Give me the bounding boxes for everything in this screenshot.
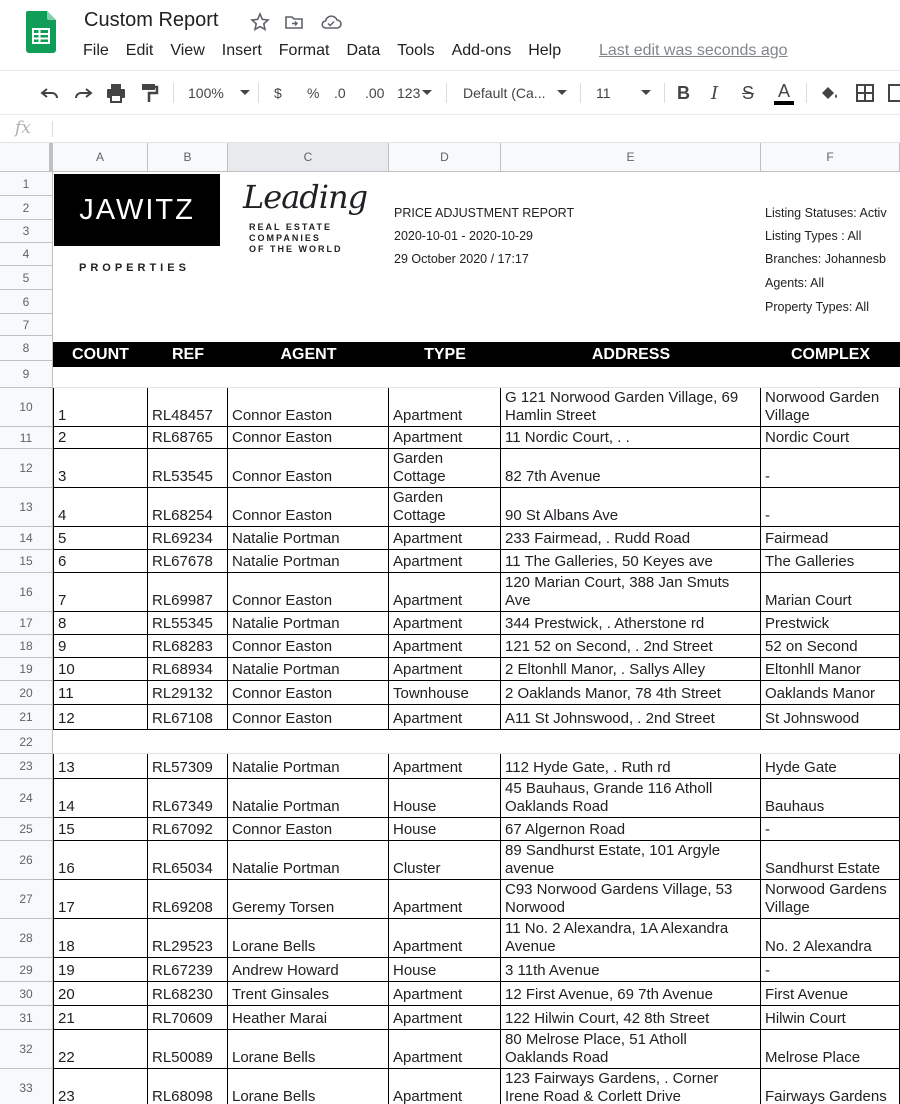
currency-button[interactable]: $	[274, 85, 282, 101]
table-cell-address[interactable]: 11 Nordic Court, . .	[501, 427, 761, 449]
leading-logo-line: COMPANIES	[249, 233, 321, 243]
table-cell-type[interactable]: Apartment	[389, 527, 501, 550]
row-header[interactable]: 2	[0, 196, 52, 220]
table-cell-complex[interactable]: Sandhurst Estate	[761, 841, 900, 880]
table-cell-ref[interactable]: RL67239	[148, 958, 228, 982]
jawitz-logo-subtitle: PROPERTIES	[79, 262, 190, 274]
row-header[interactable]: 27	[0, 880, 52, 919]
table-cell-agent[interactable]: Natalie Portman	[228, 841, 389, 880]
table-cell-agent[interactable]: Natalie Portman	[228, 754, 389, 779]
table-header-ref: REF	[148, 342, 228, 367]
table-cell-type[interactable]: Garden Cottage	[389, 488, 501, 527]
row-headers	[0, 172, 53, 1104]
table-cell-address[interactable]: 121 52 on Second, . 2nd Street	[501, 635, 761, 658]
table-cell-agent[interactable]: Natalie Portman	[228, 612, 389, 635]
table-cell-agent[interactable]: Connor Easton	[228, 681, 389, 705]
table-cell-address[interactable]: C93 Norwood Gardens Village, 53 Norwood	[501, 880, 761, 919]
leading-logo: Leading	[243, 178, 368, 216]
report-generated: 29 October 2020 / 17:17	[394, 252, 529, 266]
table-cell-type[interactable]: Apartment	[389, 1030, 501, 1069]
table-cell-count[interactable]: 2	[53, 427, 148, 449]
font-size-select[interactable]	[596, 71, 651, 115]
table-cell-agent[interactable]: Connor Easton	[228, 488, 389, 527]
table-cell-type[interactable]: Apartment	[389, 982, 501, 1006]
table-cell-address[interactable]: 344 Prestwick, . Atherstone rd	[501, 612, 761, 635]
table-header-type: TYPE	[389, 342, 501, 367]
table-cell-agent[interactable]: Connor Easton	[228, 705, 389, 730]
formula-input[interactable]	[60, 115, 890, 142]
borders-icon[interactable]	[855, 71, 875, 115]
sheet-grid[interactable]	[53, 172, 900, 1104]
table-cell-count[interactable]: 14	[53, 779, 148, 818]
menu-bar	[83, 42, 578, 62]
gridline	[53, 387, 900, 388]
fx-icon: fx	[15, 118, 31, 138]
table-header-complex: COMPLEX	[761, 342, 900, 367]
table-cell-type[interactable]: Apartment	[389, 705, 501, 730]
table-cell-complex[interactable]: -	[761, 449, 900, 488]
row-header[interactable]: 8	[0, 336, 52, 361]
table-cell-agent[interactable]: Connor Easton	[228, 635, 389, 658]
toolbar	[0, 70, 900, 115]
row-header[interactable]: 13	[0, 488, 52, 527]
formula-divider	[52, 121, 53, 137]
paint-format-icon[interactable]	[137, 71, 161, 115]
table-cell-count[interactable]: 6	[53, 550, 148, 573]
table-cell-address[interactable]: 2 Eltonhll Manor, . Sallys Alley	[501, 658, 761, 681]
table-cell-count[interactable]: 17	[53, 880, 148, 919]
row-header[interactable]: 3	[0, 220, 52, 243]
toolbar-divider	[806, 83, 807, 103]
column-header-b[interactable]: B	[148, 143, 228, 171]
row-header[interactable]: 18	[0, 635, 52, 658]
table-cell-complex[interactable]: St Johnswood	[761, 705, 900, 730]
zoom-value: 100%	[188, 85, 224, 101]
table-cell-address[interactable]: 11 The Galleries, 50 Keyes ave	[501, 550, 761, 573]
chevron-down-icon	[240, 90, 250, 96]
row-header[interactable]: 1	[0, 172, 52, 196]
table-cell-address[interactable]: 12 First Avenue, 69 7th Avenue	[501, 982, 761, 1006]
table-cell-ref[interactable]: RL68230	[148, 982, 228, 1006]
table-cell-address[interactable]: 90 St Albans Ave	[501, 488, 761, 527]
menu-help[interactable]: Help	[528, 42, 562, 59]
table-cell-ref[interactable]: RL57309	[148, 754, 228, 779]
row-header[interactable]: 21	[0, 705, 52, 730]
table-cell-agent[interactable]: Trent Ginsales	[228, 982, 389, 1006]
table-cell-address[interactable]: 123 Fairways Gardens, . Corner Irene Road & Corlett Drive	[501, 1069, 761, 1104]
menu-insert[interactable]: Insert	[221, 42, 262, 59]
table-cell-address[interactable]: 120 Marian Court, 388 Jan Smuts Ave	[501, 573, 761, 612]
table-cell-ref[interactable]: RL67678	[148, 550, 228, 573]
decrease-decimal-button[interactable]: .0	[334, 85, 346, 101]
table-cell-count[interactable]: 20	[53, 982, 148, 1006]
row-header[interactable]: 5	[0, 266, 52, 290]
table-cell-address[interactable]: G 121 Norwood Garden Village, 69 Hamlin Street	[501, 388, 761, 427]
report-filter: Agents: All	[765, 276, 825, 290]
table-cell-complex[interactable]: Hilwin Court	[761, 1006, 900, 1030]
table-cell-count[interactable]: 23	[53, 1069, 148, 1104]
table-cell-complex[interactable]: Bauhaus	[761, 779, 900, 818]
table-cell-count[interactable]: 10	[53, 658, 148, 681]
table-cell-agent[interactable]: Natalie Portman	[228, 658, 389, 681]
table-cell-address[interactable]: 89 Sandhurst Estate, 101 Argyle avenue	[501, 841, 761, 880]
table-cell-type[interactable]: Apartment	[389, 1006, 501, 1030]
menu-addons[interactable]: Add-ons	[451, 42, 512, 59]
table-cell-ref[interactable]: RL68098	[148, 1069, 228, 1104]
table-cell-type[interactable]: Apartment	[389, 919, 501, 958]
table-header-agent: AGENT	[228, 342, 389, 367]
last-edit-link[interactable]: Last edit was seconds ago	[599, 42, 788, 59]
percent-button[interactable]: %	[307, 85, 320, 101]
table-cell-agent[interactable]: Lorane Bells	[228, 1030, 389, 1069]
italic-button[interactable]: I	[711, 82, 719, 104]
row-header[interactable]: 32	[0, 1030, 52, 1069]
text-color-label: A	[777, 80, 790, 101]
report-date-range: 2020-10-01 - 2020-10-29	[394, 229, 533, 243]
table-cell-type[interactable]: Apartment	[389, 573, 501, 612]
table-cell-complex[interactable]: Fairways Gardens	[761, 1069, 900, 1104]
table-cell-count[interactable]: 15	[53, 818, 148, 841]
chevron-down-icon	[641, 90, 651, 96]
table-cell-agent[interactable]: Natalie Portman	[228, 550, 389, 573]
table-cell-agent[interactable]: Connor Easton	[228, 427, 389, 449]
table-cell-type[interactable]: Apartment	[389, 550, 501, 573]
text-color-swatch	[774, 101, 794, 105]
table-cell-ref[interactable]: RL68765	[148, 427, 228, 449]
table-cell-ref[interactable]: RL67108	[148, 705, 228, 730]
row-header[interactable]: 26	[0, 841, 52, 880]
document-title[interactable]: Custom Report	[84, 9, 219, 31]
column-header-e[interactable]: E	[501, 143, 761, 171]
table-cell-count[interactable]: 3	[53, 449, 148, 488]
table-cell-complex[interactable]: Prestwick	[761, 612, 900, 635]
table-cell-address[interactable]: 112 Hyde Gate, . Ruth rd	[501, 754, 761, 779]
row-header[interactable]: 9	[0, 361, 52, 388]
formula-bar	[0, 115, 900, 143]
table-cell-ref[interactable]: RL65034	[148, 841, 228, 880]
bold-button[interactable]: B	[677, 82, 690, 103]
table-cell-complex[interactable]: Hyde Gate	[761, 754, 900, 779]
more-formats-label: 123	[397, 85, 421, 101]
row-header[interactable]: 14	[0, 527, 52, 550]
table-cell-agent[interactable]: Geremy Torsen	[228, 880, 389, 919]
table-cell-count[interactable]: 5	[53, 527, 148, 550]
toolbar-divider	[258, 83, 259, 103]
row-header[interactable]: 12	[0, 449, 52, 488]
table-cell-complex[interactable]: 52 on Second	[761, 635, 900, 658]
table-cell-count[interactable]: 21	[53, 1006, 148, 1030]
table-cell-agent[interactable]: Lorane Bells	[228, 1069, 389, 1104]
table-cell-ref[interactable]: RL53545	[148, 449, 228, 488]
table-cell-type[interactable]: House	[389, 779, 501, 818]
leading-logo-line: REAL ESTATE	[249, 222, 333, 232]
row-header[interactable]: 25	[0, 818, 52, 841]
column-header-c[interactable]: C	[228, 143, 389, 171]
table-cell-address[interactable]: 67 Algernon Road	[501, 818, 761, 841]
table-cell-count[interactable]: 16	[53, 841, 148, 880]
table-cell-complex[interactable]: -	[761, 958, 900, 982]
row-header[interactable]: 10	[0, 388, 52, 427]
report-filter: Property Types: All	[765, 300, 869, 314]
table-cell-ref[interactable]: RL50089	[148, 1030, 228, 1069]
table-cell-complex[interactable]: Melrose Place	[761, 1030, 900, 1069]
toolbar-divider	[446, 83, 447, 103]
row-header[interactable]: 6	[0, 290, 52, 314]
table-cell-agent[interactable]: Andrew Howard	[228, 958, 389, 982]
table-cell-ref[interactable]: RL69987	[148, 573, 228, 612]
table-cell-ref[interactable]: RL68254	[148, 488, 228, 527]
table-cell-ref[interactable]: RL29132	[148, 681, 228, 705]
table-cell-type[interactable]: Apartment	[389, 635, 501, 658]
strikethrough-button[interactable]: S	[742, 82, 755, 103]
row-header[interactable]: 11	[0, 427, 52, 449]
table-cell-ref[interactable]: RL67092	[148, 818, 228, 841]
table-cell-type[interactable]: Townhouse	[389, 681, 501, 705]
table-cell-count[interactable]: 1	[53, 388, 148, 427]
report-filter: Listing Statuses: Activ	[765, 206, 887, 220]
table-cell-ref[interactable]: RL68934	[148, 658, 228, 681]
row-header[interactable]: 16	[0, 573, 52, 612]
table-cell-ref[interactable]: RL67349	[148, 779, 228, 818]
row-header[interactable]: 17	[0, 612, 52, 635]
row-header[interactable]: 31	[0, 1006, 52, 1030]
table-cell-ref[interactable]: RL29523	[148, 919, 228, 958]
report-title: PRICE ADJUSTMENT REPORT	[394, 206, 575, 220]
table-cell-count[interactable]: 7	[53, 573, 148, 612]
table-cell-ref[interactable]: RL48457	[148, 388, 228, 427]
table-cell-type[interactable]: Apartment	[389, 427, 501, 449]
toolbar-divider	[580, 83, 581, 103]
table-cell-complex[interactable]: -	[761, 818, 900, 841]
table-cell-type[interactable]: House	[389, 818, 501, 841]
table-cell-address[interactable]: 80 Melrose Place, 51 Atholl Oaklands Road	[501, 1030, 761, 1069]
menu-edit[interactable]: Edit	[125, 42, 154, 59]
table-cell-count[interactable]: 9	[53, 635, 148, 658]
column-header-d[interactable]: D	[389, 143, 501, 171]
column-header-a[interactable]: A	[53, 143, 148, 171]
table-cell-count[interactable]: 11	[53, 681, 148, 705]
table-cell-agent[interactable]: Connor Easton	[228, 573, 389, 612]
more-formats-select[interactable]	[397, 71, 432, 115]
table-cell-agent[interactable]: Natalie Portman	[228, 527, 389, 550]
move-folder-icon[interactable]	[284, 12, 304, 32]
undo-icon[interactable]	[38, 71, 62, 115]
text-color-button[interactable]	[774, 71, 794, 115]
table-cell-type[interactable]: Apartment	[389, 612, 501, 635]
table-cell-type[interactable]: Garden Cottage	[389, 449, 501, 488]
table-cell-agent[interactable]: Connor Easton	[228, 449, 389, 488]
table-cell-address[interactable]: 11 No. 2 Alexandra, 1A Alexandra Avenue	[501, 919, 761, 958]
menu-data[interactable]: Data	[346, 42, 381, 59]
report-filter: Listing Types : All	[765, 229, 862, 243]
font-value: Default (Ca...	[463, 85, 546, 101]
table-cell-complex[interactable]: The Galleries	[761, 550, 900, 573]
table-cell-type[interactable]: Cluster	[389, 841, 501, 880]
jawitz-logo: JAWITZ	[54, 174, 220, 246]
table-cell-complex[interactable]: Eltonhll Manor	[761, 658, 900, 681]
row-header[interactable]: 30	[0, 982, 52, 1006]
table-cell-type[interactable]: Apartment	[389, 1069, 501, 1104]
menu-file[interactable]: File	[83, 42, 109, 59]
toolbar-divider	[664, 83, 665, 103]
row-header[interactable]: 15	[0, 550, 52, 573]
table-cell-count[interactable]: 4	[53, 488, 148, 527]
report-filter: Branches: Johannesb	[765, 252, 886, 266]
table-cell-complex[interactable]: Oaklands Manor	[761, 681, 900, 705]
font-select[interactable]	[463, 71, 567, 115]
leading-logo-line: OF THE WORLD	[249, 244, 343, 254]
zoom-select[interactable]	[188, 71, 250, 115]
row-header[interactable]: 23	[0, 754, 52, 779]
table-cell-agent[interactable]: Connor Easton	[228, 388, 389, 427]
row-header[interactable]: 19	[0, 658, 52, 681]
table-cell-type[interactable]: Apartment	[389, 658, 501, 681]
row-header[interactable]: 7	[0, 314, 52, 336]
table-cell-count[interactable]: 13	[53, 754, 148, 779]
menu-format[interactable]: Format	[278, 42, 330, 59]
table-cell-complex[interactable]: Norwood Garden Village	[761, 388, 900, 427]
row-header[interactable]: 4	[0, 243, 52, 266]
table-cell-complex[interactable]: Marian Court	[761, 573, 900, 612]
column-header-f[interactable]: F	[761, 143, 900, 171]
sheets-logo-icon[interactable]	[26, 11, 56, 53]
redo-icon[interactable]	[71, 71, 95, 115]
row-header[interactable]: 29	[0, 958, 52, 982]
chevron-down-icon	[422, 90, 432, 96]
table-cell-complex[interactable]: -	[761, 488, 900, 527]
table-cell-type[interactable]: Apartment	[389, 388, 501, 427]
row-header[interactable]: 28	[0, 919, 52, 958]
table-cell-count[interactable]: 8	[53, 612, 148, 635]
chevron-down-icon	[557, 90, 567, 96]
increase-decimal-button[interactable]: .00	[365, 85, 385, 101]
table-cell-complex[interactable]: First Avenue	[761, 982, 900, 1006]
table-cell-ref[interactable]: RL69234	[148, 527, 228, 550]
table-cell-address[interactable]: 82 7th Avenue	[501, 449, 761, 488]
table-cell-ref[interactable]: RL69208	[148, 880, 228, 919]
table-cell-address[interactable]: 233 Fairmead, . Rudd Road	[501, 527, 761, 550]
merge-cells-icon[interactable]	[888, 71, 900, 115]
table-cell-type[interactable]: Apartment	[389, 754, 501, 779]
table-cell-count[interactable]: 19	[53, 958, 148, 982]
table-cell-complex[interactable]: Nordic Court	[761, 427, 900, 449]
table-cell-type[interactable]: House	[389, 958, 501, 982]
table-cell-agent[interactable]: Lorane Bells	[228, 919, 389, 958]
gridline	[53, 753, 900, 754]
table-cell-address[interactable]: 2 Oaklands Manor, 78 4th Street	[501, 681, 761, 705]
row-header[interactable]: 33	[0, 1069, 52, 1104]
table-cell-complex[interactable]: No. 2 Alexandra	[761, 919, 900, 958]
row-header[interactable]: 20	[0, 681, 52, 705]
table-cell-complex[interactable]: Fairmead	[761, 527, 900, 550]
column-headers	[0, 143, 900, 172]
table-cell-count[interactable]: 22	[53, 1030, 148, 1069]
table-header-count: COUNT	[53, 342, 148, 367]
table-cell-agent[interactable]: Natalie Portman	[228, 779, 389, 818]
table-cell-agent[interactable]: Connor Easton	[228, 818, 389, 841]
table-cell-agent[interactable]: Heather Marai	[228, 1006, 389, 1030]
table-cell-type[interactable]: Apartment	[389, 880, 501, 919]
select-all-corner[interactable]	[0, 143, 53, 171]
menu-tools[interactable]: Tools	[397, 42, 435, 59]
font-size-value: 11	[596, 85, 611, 101]
table-cell-count[interactable]: 18	[53, 919, 148, 958]
table-cell-address[interactable]: A11 St Johnswood, . 2nd Street	[501, 705, 761, 730]
table-cell-ref[interactable]: RL68283	[148, 635, 228, 658]
title-bar	[0, 0, 900, 70]
table-header-address: ADDRESS	[501, 342, 761, 367]
row-header[interactable]: 22	[0, 730, 52, 754]
cloud-status-icon[interactable]	[320, 12, 340, 32]
star-icon[interactable]	[250, 12, 270, 32]
fill-color-icon[interactable]	[818, 71, 840, 115]
table-cell-ref[interactable]: RL55345	[148, 612, 228, 635]
table-cell-complex[interactable]: Norwood Gardens Village	[761, 880, 900, 919]
table-cell-count[interactable]: 12	[53, 705, 148, 730]
table-cell-address[interactable]: 3 11th Avenue	[501, 958, 761, 982]
toolbar-divider	[173, 83, 174, 103]
menu-view[interactable]: View	[170, 42, 205, 59]
table-cell-address[interactable]: 122 Hilwin Court, 42 8th Street	[501, 1006, 761, 1030]
print-icon[interactable]	[104, 71, 128, 115]
table-cell-ref[interactable]: RL70609	[148, 1006, 228, 1030]
row-header[interactable]: 24	[0, 779, 52, 818]
table-cell-address[interactable]: 45 Bauhaus, Grande 116 Atholl Oaklands Road	[501, 779, 761, 818]
